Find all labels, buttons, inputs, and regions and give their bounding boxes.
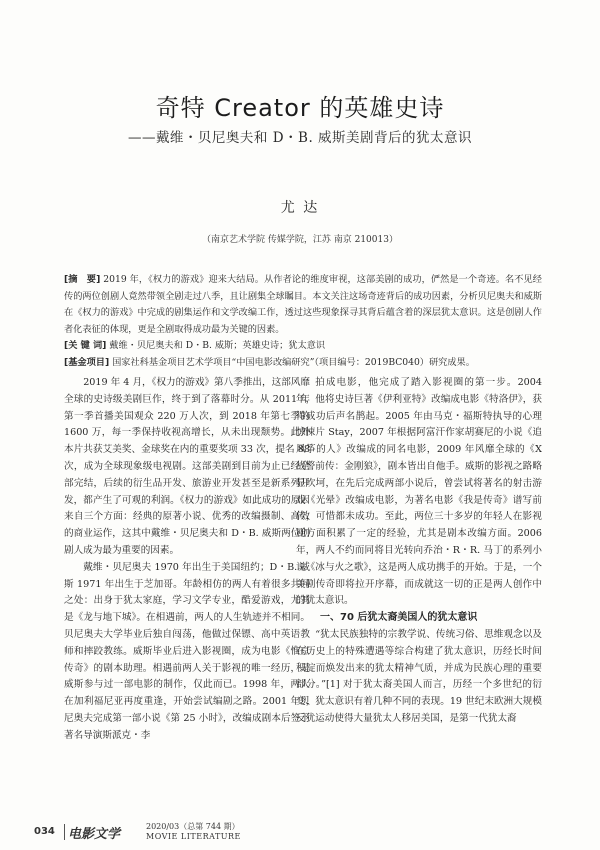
article-title: 奇特 Creator 的英雄史诗 (155, 94, 445, 122)
abstract-text: 2019 年，《权力的游戏》迎来大结局。从作者论的维度审视，这部美剧的成功，俨然是一个奇迹。名不见经传的两位创剧人竟然带领全剧走过八季，且让剧集全球瞩目。本文关注这场奇迹背后的成功因素，分析贝尼奥夫和威斯在《权力的游戏》中完成的剧集运作和文学改编工作，透过这些现象探寻其背后蕴含着的深层犹太意识。这是创剧人作者化表征的体现，更是全剧取得成功最为关键的因素。 (64, 274, 542, 335)
abstract-paragraph (64, 272, 542, 338)
article-subtitle: ——戴维・贝尼奥夫和 D・B. 威斯美剧背后的犹太意识 (127, 130, 473, 146)
keywords-text: 戴维・贝尼奥夫和 D・B. 威斯；英雄史诗；犹太意识 (109, 340, 326, 352)
fund-label: [基金项目] (64, 356, 110, 368)
body-column-right (296, 375, 542, 805)
abstract-block (64, 272, 542, 372)
page-footer (34, 822, 334, 844)
footer-divider (64, 824, 65, 840)
body-paragraph: 戴维・贝尼奥夫 1970 年出生于美国纽约；D・B. 威斯 1971 年出生于芝加哥。年龄相仿的两人有着很多共同之处：出身于犹太家庭，学习文学专业，酷爱游戏，尤其是《龙与地下城》。在相遇前，两人的人生轨迹并不相同。贝尼奥夫大学毕业后独自闯荡，他做过保镖、高中英语教师和摔跤教练。威斯毕业后进入影视圈，成为电影《惟京传奇》的剧本助理。相遇前两人关于影视的唯一经历，是威斯参与过一部电影的制作，仅此而已。1998 年，两人在加利福尼亚再度重逢，开始尝试编剧之路。2001 年贝尼奥夫完成第一部小说《第 25 小时》，改编成剧本后签下著名导演斯派克・李 (64, 561, 310, 741)
article-author: 尤 达 (280, 200, 320, 216)
page-number: 034 (34, 826, 55, 837)
abstract-label: [摘 要] (64, 274, 101, 285)
journal-logo: 电影文学 (68, 827, 121, 842)
body-paragraph: “犹太民族独特的宗教学说、传统习俗、思维观念以及在历史上的特殊遭遇等综合构建了犹太意识，历经长时间积淀而焕发出来的犹太精神气质，并成为民族心理的重要部分。”[1] 对于犹太裔美国人而言，历经一个多世纪的衍变，犹太意识有着几种不同的表现。19 世纪末欧洲大规模反犹运动使得大量犹太人移居美国，是第一代犹太裔 (296, 628, 542, 724)
keywords-paragraph (64, 338, 542, 355)
fund-text: 国家社科基金项目艺术学项目“中国电影改编研究”（项目编号：2019BC040）研究成果。 (112, 356, 475, 368)
keywords-label: [关 键 词] (64, 340, 107, 352)
author-affiliation: （南京艺术学院 传媒学院，江苏 南京 210013） (202, 235, 398, 245)
fund-paragraph (64, 355, 542, 372)
body-column-left (64, 375, 310, 805)
journal-english-name: MOVIE LITERATURE (146, 832, 241, 841)
issue-number: 2020/03（总第 744 期） (146, 822, 240, 831)
body-paragraph: 2019 年 4 月，《权力的游戏》第八季推出，这部风靡全球的史诗级美剧巨作，终于到了落幕时分。从 2011 年第一季首播美国观众 220 万人次，到 2018 年第七季的 1600 万，每一季保持收视高增长，从未出现颓势。此外本片共获艾美奖、金球奖在内的重要奖项 33 次，提名 88 次，成为全球现象级电视剧。这部美剧到目前为止已经全部完结，后续的衍生品开发、旅游业开发甚至是新系列开发，都产生了可观的利润。《权力的游戏》如此成功的原因来自三个方面：经典的原著小说、优秀的改编摄制、高效的商业运作，这其中戴维・贝尼奥夫和 D・B. 威斯两位创剧人成为最为重要的因素。 (64, 377, 310, 556)
issue-info (146, 822, 241, 842)
body-paragraph: 拍成电影，他完成了踏入影视圈的第一步。2004 年，他将史诗巨著《伊利亚特》改编成电影《特洛伊》，获得成功后声名鹊起。2005 年由马克・福斯特执导的心理惊悚片 Stay，2007 年根据阿富汗作家胡赛尼的小说《追风筝的人》改编成的同名电影，2009 年风靡全球的《X 战警前传：金刚狼》，剧本皆出自他手。威斯的影视之路略显坎坷，在先后完成两部小说后，曾尝试将著名的射击游戏《光晕》改编成电影，为著名电影《我是传奇》谱写前传，可惜都未成功。至此，两位三十多岁的年轻人在影视剧方面积累了一定的经验，尤其是剧本改编方面。2006 年，两人不约而同将目光转向乔治・R・R. 马丁的系列小说《冰与火之歌》，这是两人成功携手的开始。于是，一个美剧传奇即将拉开序幕，而成就这一切的正是两人创作中的犹太意识。 (296, 377, 542, 607)
section-heading: 一、70 后犹太裔美国人的犹太意识 (320, 612, 478, 624)
